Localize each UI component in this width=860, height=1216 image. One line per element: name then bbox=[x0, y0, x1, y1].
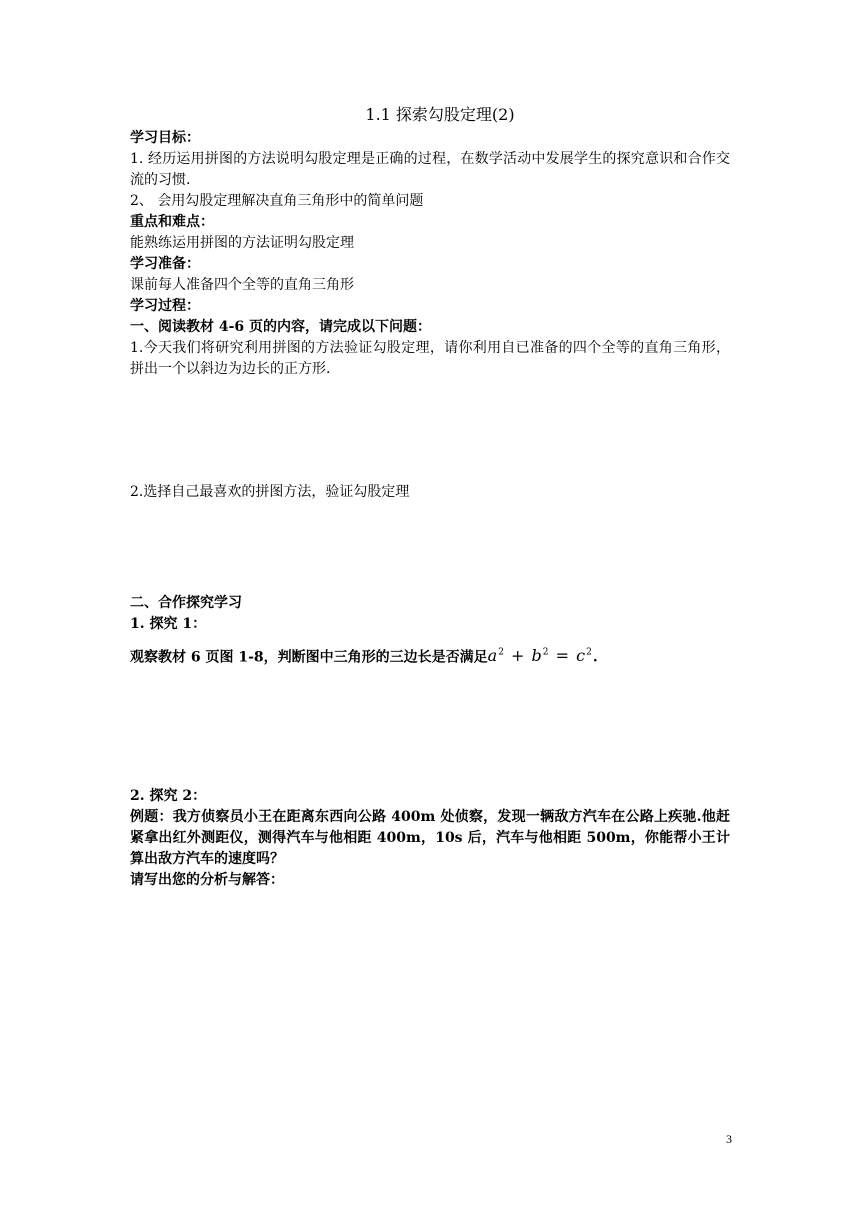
goal-item-1: 1. 经历运用拼图的方法说明勾股定理是正确的过程，在数学活动中发展学生的探究意识和合作交流的习惯. bbox=[130, 151, 730, 188]
formula-equals: = bbox=[555, 646, 571, 666]
page-content bbox=[130, 104, 730, 891]
formula-a: a bbox=[487, 646, 499, 666]
explore2-prompt: 请写出您的分析与解答： bbox=[130, 872, 284, 889]
answer-space-2 bbox=[130, 503, 730, 593]
section2-heading: 二、合作探究学习 bbox=[130, 595, 242, 611]
goal-item-2: 2、 会用勾股定理解决直角三角形中的简单问题 bbox=[130, 193, 424, 209]
page-number: 3 bbox=[726, 1132, 732, 1146]
explore1-text: 观察教材 6 页图 1-8，判断图中三角形的三边长是否满足 bbox=[130, 649, 488, 666]
answer-space-1 bbox=[130, 380, 730, 482]
explore2-label: 2. 探究 2： bbox=[130, 788, 207, 805]
formula-exp-a: 2 bbox=[498, 648, 505, 658]
process-heading: 学习过程： bbox=[130, 298, 200, 314]
formula-exp-c: 2 bbox=[586, 648, 593, 658]
explore1-question bbox=[130, 643, 730, 668]
key-points-heading: 重点和难点： bbox=[130, 214, 214, 230]
key-points-text: 能熟练运用拼图的方法证明勾股定理 bbox=[130, 235, 354, 251]
preparation-heading: 学习准备： bbox=[130, 256, 200, 272]
answer-space-3 bbox=[130, 668, 730, 786]
preparation-text: 课前每人准备四个全等的直角三角形 bbox=[130, 277, 354, 293]
formula-period: . bbox=[592, 649, 598, 666]
formula-c: c bbox=[576, 646, 587, 666]
explore1-label: 1. 探究 1： bbox=[130, 616, 207, 632]
formula-exp-b: 2 bbox=[542, 648, 550, 658]
question-1: 1.今天我们将研究利用拼图的方法验证勾股定理，请你利用自已准备的四个全等的直角三角形，拼出一个以斜边为边长的正方形. bbox=[130, 340, 730, 377]
goals-heading: 学习目标： bbox=[130, 130, 200, 146]
section1-heading: 一、阅读教材 4-6 页的内容，请完成以下问题： bbox=[130, 319, 432, 335]
formula-plus: + bbox=[511, 646, 526, 666]
formula-b: b bbox=[531, 646, 543, 666]
explore2-example: 例题：我方侦察员小王在距离东西向公路 400m 处侦察，发现一辆敌方汽车在公路上疾驰.他赶紧拿出红外测距仪，测得汽车与他相距 400m，10s 后，汽车与他相距 500m，你能帮小王计算出敌方汽车的速度吗？ bbox=[130, 809, 730, 868]
spacer bbox=[130, 635, 730, 643]
pythagorean-formula bbox=[488, 646, 593, 665]
question-2: 2.选择自己最喜欢的拼图方法，验证勾股定理 bbox=[130, 484, 410, 500]
page-title: 1.1 探索勾股定理(2) bbox=[365, 105, 515, 124]
